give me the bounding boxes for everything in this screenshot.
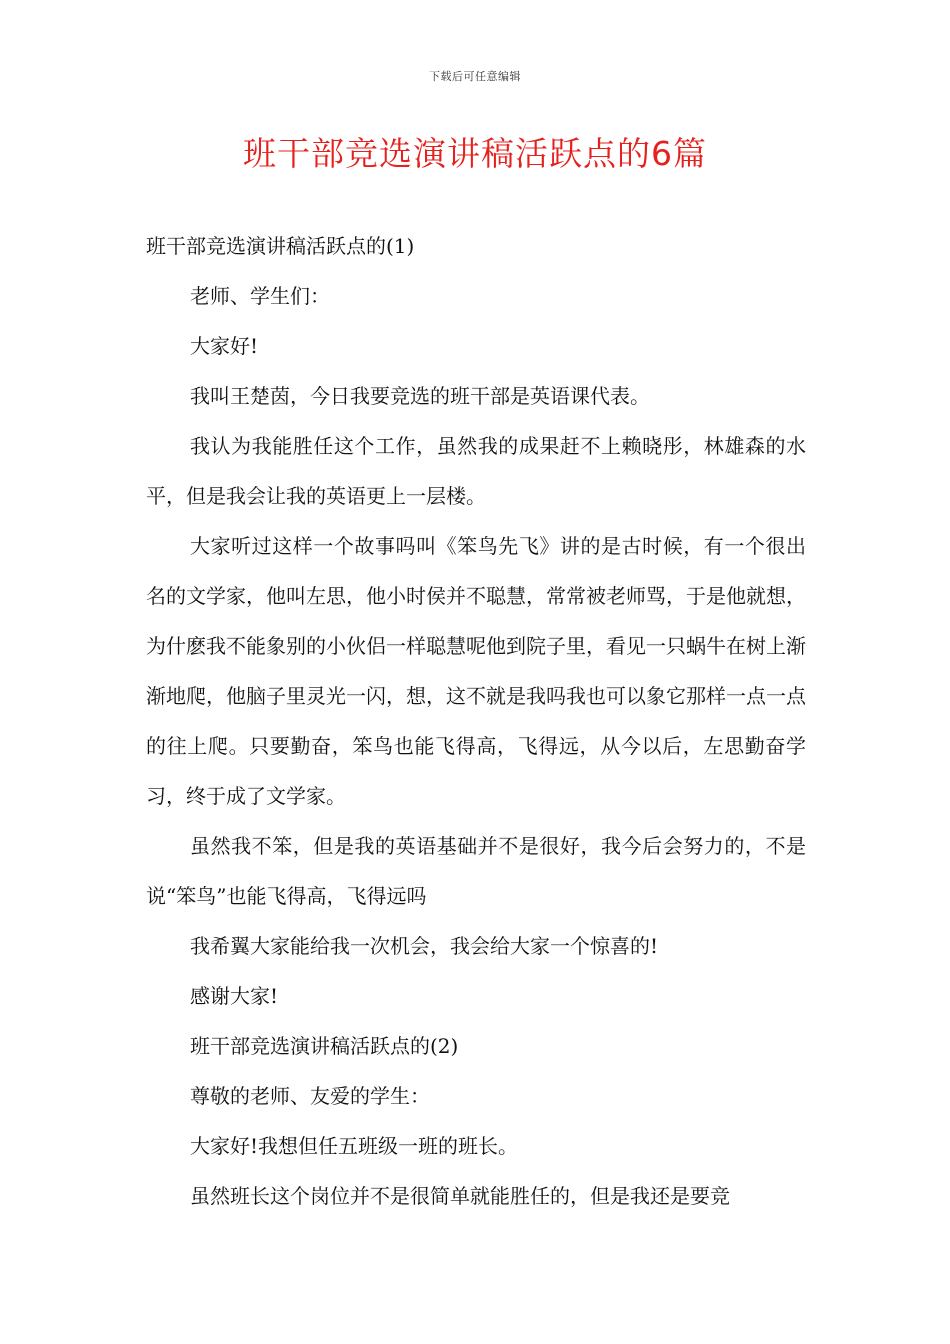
- body-paragraph: 我希翼大家能给我一次机会，我会给大家一个惊喜的!: [190, 934, 659, 958]
- body-paragraph: 我认为我能胜任这个工作，虽然我的成果赶不上赖晓彤，林雄森的水平，但是我会让我的英语更上一层楼。: [146, 434, 806, 508]
- header-note: 下载后可任意编辑: [429, 70, 521, 83]
- body-paragraph: 尊敬的老师、友爱的学生：: [190, 1084, 430, 1108]
- body-paragraph: 老师、学生们：: [190, 284, 330, 308]
- body-paragraph: 虽然班长这个岗位并不是很简单就能胜任的，但是我还是要竞: [190, 1184, 730, 1208]
- document-body: [146, 221, 806, 1221]
- body-paragraph: 班干部竞选演讲稿活跃点的(1): [146, 234, 415, 258]
- body-paragraph: 我叫王楚茵，今日我要竞选的班干部是英语课代表。: [190, 384, 650, 408]
- body-paragraph: 大家好!我想但任五班级一班的班长。: [190, 1134, 519, 1158]
- body-paragraph: 班干部竞选演讲稿活跃点的(2): [190, 1034, 459, 1058]
- body-paragraph: 虽然我不笨，但是我的英语基础并不是很好，我今后会努力的，不是说“笨鸟”也能飞得高，飞得远吗: [146, 834, 806, 908]
- document-title: 班干部竞选演讲稿活跃点的6篇: [243, 134, 707, 173]
- body-paragraph: 感谢大家!: [190, 984, 279, 1008]
- body-paragraph: 大家好!: [190, 334, 259, 358]
- body-paragraph: 大家听过这样一个故事吗叫《笨鸟先飞》讲的是古时候，有一个很出名的文学家，他叫左思，他小时侯并不聪慧，常常被老师骂，于是他就想，为什麽我不能象别的小伙侣一样聪慧呢他到院子里，看见一只蜗牛在树上渐渐地爬，他脑子里灵光一闪，想，这不就是我吗我也可以象它那样一点一点的往上爬。只要勤奋，笨鸟也能飞得高，飞得远，从今以后，左思勤奋学习，终于成了文学家。: [146, 534, 806, 808]
